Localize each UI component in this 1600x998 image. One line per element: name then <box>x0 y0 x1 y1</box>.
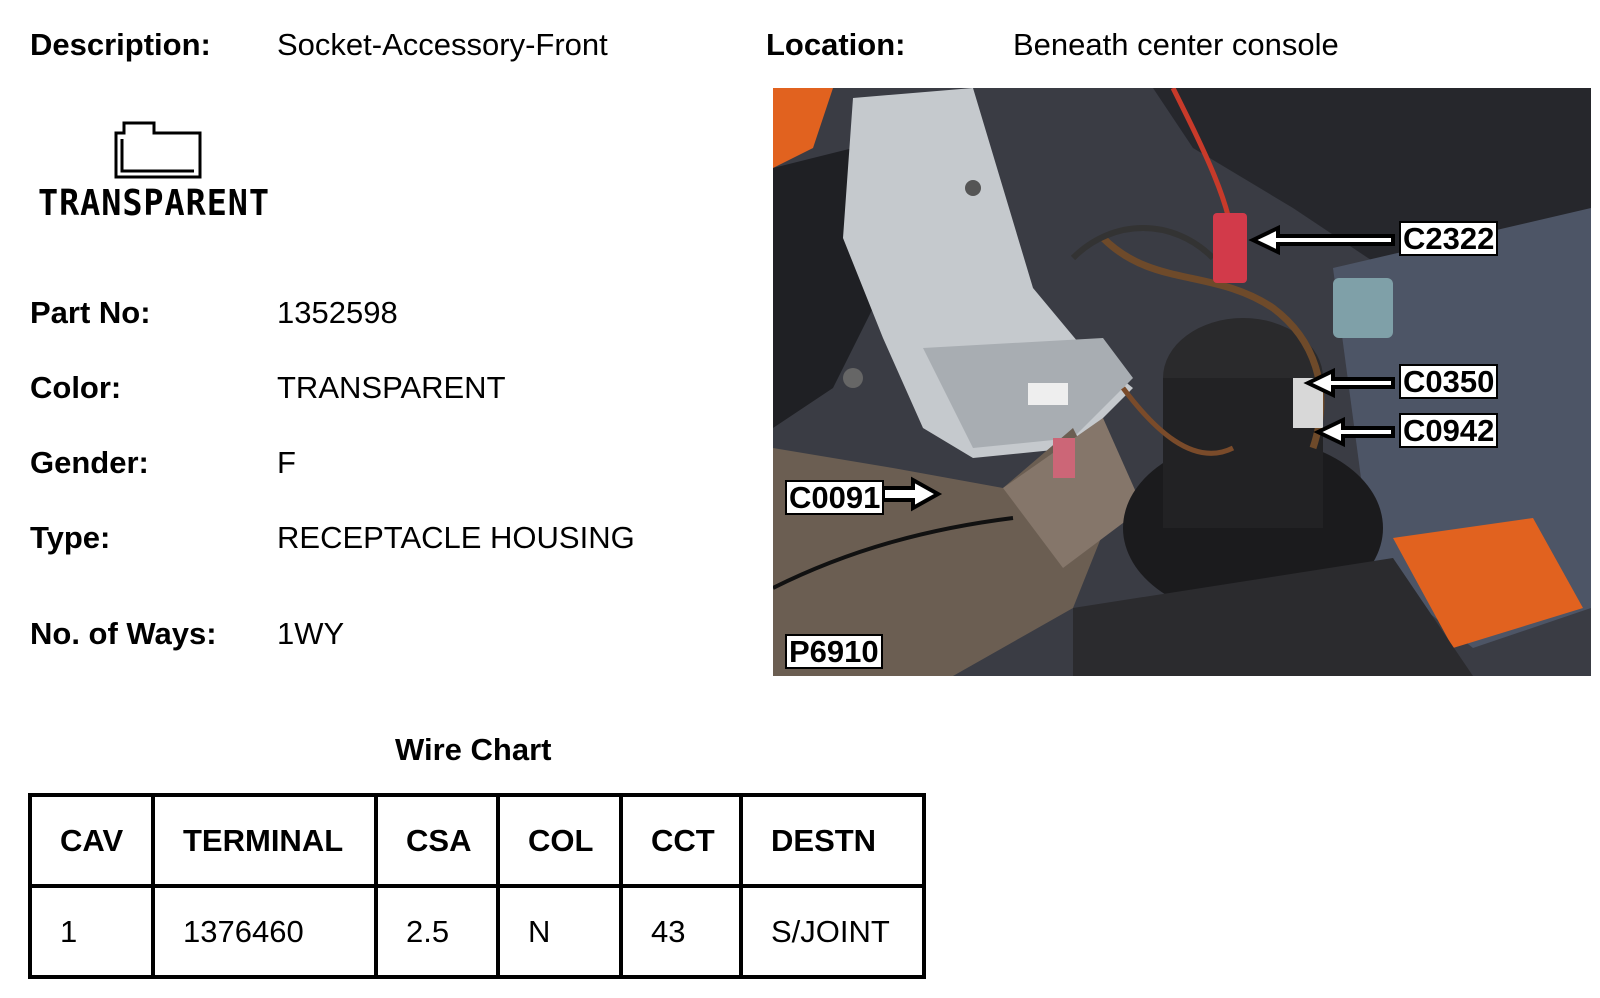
part-no-label: Part No: <box>30 295 151 330</box>
description-label: Description: <box>30 27 211 62</box>
cell-cct: 43 <box>621 886 741 977</box>
gender-value: F <box>277 445 296 480</box>
cell-col: N <box>498 886 621 977</box>
cell-destn: S/JOINT <box>741 886 924 977</box>
cell-csa: 2.5 <box>376 886 498 977</box>
wire-chart-header-row <box>30 795 924 886</box>
location-photo <box>773 88 1591 676</box>
col-destn: DESTN <box>741 795 924 886</box>
type-label: Type: <box>30 520 111 555</box>
color-label: Color: <box>30 370 122 405</box>
col-col: COL <box>498 795 621 886</box>
part-no-value: 1352598 <box>277 295 398 330</box>
description-value: Socket-Accessory-Front <box>277 27 608 62</box>
connector-color-caption: TRANSPARENT <box>38 183 270 224</box>
cell-terminal: 1376460 <box>153 886 376 977</box>
ways-value: 1WY <box>277 616 345 651</box>
connector-outline-icon <box>114 121 204 181</box>
col-csa: CSA <box>376 795 498 886</box>
gender-label: Gender: <box>30 445 149 480</box>
color-value: TRANSPARENT <box>277 370 506 405</box>
ways-label: No. of Ways: <box>30 616 217 651</box>
location-value: Beneath center console <box>1013 27 1339 62</box>
col-cct: CCT <box>621 795 741 886</box>
type-value: RECEPTACLE HOUSING <box>277 520 635 555</box>
callout-c0942: C0942 <box>1399 413 1498 448</box>
wire-chart-title: Wire Chart <box>395 732 552 767</box>
table-row <box>30 886 924 977</box>
location-label: Location: <box>766 27 906 62</box>
callout-c2322: C2322 <box>1399 221 1498 256</box>
wire-chart-table <box>28 793 926 979</box>
cell-cav: 1 <box>30 886 153 977</box>
col-cav: CAV <box>30 795 153 886</box>
photo-id-label: P6910 <box>785 634 883 669</box>
callout-c0350: C0350 <box>1399 364 1498 399</box>
callout-c0091: C0091 <box>785 480 884 515</box>
col-terminal: TERMINAL <box>153 795 376 886</box>
